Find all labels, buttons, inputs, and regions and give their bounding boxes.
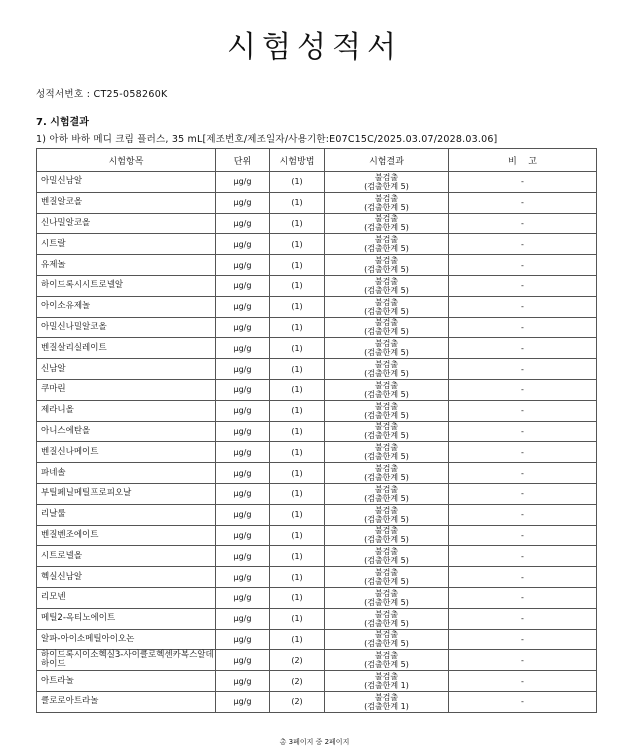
cell-test-item: 신남알	[37, 359, 216, 380]
detection-limit: (검출한계 5)	[364, 473, 409, 483]
cell-remark: -	[449, 546, 597, 567]
cell-remark: -	[449, 359, 597, 380]
cell-unit: μg/g	[216, 275, 270, 296]
cell-result	[325, 172, 449, 193]
table-row	[37, 629, 597, 650]
cell-unit: μg/g	[216, 691, 270, 712]
table-row	[37, 463, 597, 484]
result-value: 불검출	[374, 339, 399, 349]
cell-result	[325, 608, 449, 629]
table-row	[37, 442, 597, 463]
cell-test-item: 리날룰	[37, 504, 216, 525]
detection-limit: (검출한계 5)	[364, 285, 409, 295]
cell-test-item: 시트로넬올	[37, 546, 216, 567]
cell-result	[325, 338, 449, 359]
cell-result	[325, 525, 449, 546]
cell-remark: -	[449, 400, 597, 421]
cell-method: (1)	[270, 525, 325, 546]
cell-test-item: 클로로아트라놀	[37, 691, 216, 712]
table-row	[37, 525, 597, 546]
detection-limit: (검출한계 1)	[364, 701, 409, 711]
cell-test-item: 아이소유제놀	[37, 296, 216, 317]
result-value: 불검출	[374, 401, 399, 411]
result-value: 불검출	[374, 692, 399, 702]
detection-limit: (검출한계 5)	[364, 618, 409, 628]
result-value: 불검출	[374, 588, 399, 598]
cell-test-item: 아밀신남알	[37, 172, 216, 193]
result-value: 불검출	[374, 651, 399, 661]
cell-remark: -	[449, 255, 597, 276]
table-row	[37, 691, 597, 712]
detection-limit: (검출한계 5)	[364, 493, 409, 503]
cell-method: (1)	[270, 296, 325, 317]
table-row	[37, 546, 597, 567]
detection-limit: (검출한계 5)	[364, 369, 409, 379]
detection-limit: (검출한계 5)	[364, 514, 409, 524]
cell-remark: -	[449, 317, 597, 338]
cell-method: (1)	[270, 504, 325, 525]
result-value: 불검출	[374, 464, 399, 474]
cell-unit: μg/g	[216, 629, 270, 650]
table-row	[37, 421, 597, 442]
detection-limit: (검출한계 5)	[364, 348, 409, 358]
cell-method: (1)	[270, 317, 325, 338]
table-row	[37, 172, 597, 193]
result-value: 불검출	[374, 276, 399, 286]
cell-method: (1)	[270, 359, 325, 380]
detection-limit: (검출한계 5)	[364, 389, 409, 399]
result-value: 불검출	[374, 547, 399, 557]
table-row	[37, 504, 597, 525]
cell-result	[325, 442, 449, 463]
cell-unit: μg/g	[216, 650, 270, 671]
results-table	[36, 148, 597, 713]
table-row	[37, 234, 597, 255]
cell-test-item: 부틸페닐메틸프로피오날	[37, 483, 216, 504]
table-row	[37, 275, 597, 296]
cell-remark: -	[449, 608, 597, 629]
cell-remark: -	[449, 234, 597, 255]
detection-limit: (검출한계 5)	[364, 244, 409, 254]
cell-method: (1)	[270, 567, 325, 588]
cell-method: (1)	[270, 213, 325, 234]
table-row	[37, 255, 597, 276]
cell-method: (1)	[270, 629, 325, 650]
cell-method: (1)	[270, 421, 325, 442]
result-value: 불검출	[374, 443, 399, 453]
cell-remark: -	[449, 192, 597, 213]
cell-remark: -	[449, 567, 597, 588]
cell-method: (1)	[270, 442, 325, 463]
cell-result	[325, 483, 449, 504]
cell-remark: -	[449, 463, 597, 484]
cell-remark: -	[449, 671, 597, 692]
cell-method: (2)	[270, 671, 325, 692]
cell-test-item: 제라니올	[37, 400, 216, 421]
page-footer: 총 3페이지 중 2페이지	[279, 738, 350, 746]
result-value: 불검출	[374, 360, 399, 370]
cell-test-item: 벤질신나메이트	[37, 442, 216, 463]
cell-unit: μg/g	[216, 234, 270, 255]
cell-unit: μg/g	[216, 567, 270, 588]
cell-remark: -	[449, 275, 597, 296]
cell-method: (1)	[270, 338, 325, 359]
cell-unit: μg/g	[216, 296, 270, 317]
cell-result	[325, 296, 449, 317]
table-row	[37, 567, 597, 588]
cell-remark: -	[449, 172, 597, 193]
cell-remark: -	[449, 213, 597, 234]
cell-method: (1)	[270, 587, 325, 608]
cell-result	[325, 691, 449, 712]
detection-limit: (검출한계 5)	[364, 452, 409, 462]
result-value: 불검출	[374, 630, 399, 640]
cell-unit: μg/g	[216, 504, 270, 525]
cell-unit: μg/g	[216, 338, 270, 359]
table-row	[37, 483, 597, 504]
cell-test-item: 하이드록시시트로넬알	[37, 275, 216, 296]
cell-remark: -	[449, 338, 597, 359]
cell-method: (1)	[270, 255, 325, 276]
cell-test-item: 하이드록시이소헥실3-사이클로헥센카복스알데하이드	[37, 650, 216, 671]
cell-unit: μg/g	[216, 192, 270, 213]
cell-unit: μg/g	[216, 546, 270, 567]
cell-result	[325, 379, 449, 400]
cell-result	[325, 421, 449, 442]
cell-result	[325, 275, 449, 296]
table-row	[37, 213, 597, 234]
result-value: 불검출	[374, 318, 399, 328]
cell-method: (1)	[270, 608, 325, 629]
cell-unit: μg/g	[216, 421, 270, 442]
detection-limit: (검출한계 5)	[364, 181, 409, 191]
detection-limit: (검출한계 5)	[364, 597, 409, 607]
detection-limit: (검출한계 5)	[364, 577, 409, 587]
cell-test-item: 쿠마린	[37, 379, 216, 400]
cell-remark: -	[449, 379, 597, 400]
table-row	[37, 359, 597, 380]
header-unit: 단위	[216, 149, 270, 172]
cell-method: (1)	[270, 546, 325, 567]
cell-method: (2)	[270, 650, 325, 671]
cell-result	[325, 400, 449, 421]
header-remark: 비 고	[449, 149, 597, 172]
detection-limit: (검출한계 5)	[364, 535, 409, 545]
result-value: 불검출	[374, 256, 399, 266]
table-row	[37, 296, 597, 317]
cell-unit: μg/g	[216, 442, 270, 463]
cell-test-item: 벤질살리실레이트	[37, 338, 216, 359]
cell-test-item: 벤질알코올	[37, 192, 216, 213]
cell-remark: -	[449, 650, 597, 671]
cell-test-item: 알파-아이소메틸아이오논	[37, 629, 216, 650]
result-value: 불검출	[374, 526, 399, 536]
cell-test-item: 리모넨	[37, 587, 216, 608]
cell-result	[325, 587, 449, 608]
cell-unit: μg/g	[216, 317, 270, 338]
detection-limit: (검출한계 5)	[364, 431, 409, 441]
cell-result	[325, 213, 449, 234]
product-line: 1) 아하 바하 메디 크림 플러스, 35 mL[제조번호/제조일자/사용기한:E07C15C/2025.03.07/2028.03.06]	[36, 134, 498, 145]
cell-remark: -	[449, 629, 597, 650]
cell-method: (1)	[270, 234, 325, 255]
document-title: 시험성적서	[227, 30, 402, 65]
result-value: 불검출	[374, 568, 399, 578]
cell-result	[325, 546, 449, 567]
detection-limit: (검출한계 5)	[364, 660, 409, 670]
detection-limit: (검출한계 5)	[364, 639, 409, 649]
table-row	[37, 608, 597, 629]
result-value: 불검출	[374, 380, 399, 390]
cell-test-item: 메틸2-옥티노에이트	[37, 608, 216, 629]
cell-result	[325, 255, 449, 276]
table-row	[37, 650, 597, 671]
cell-result	[325, 463, 449, 484]
cell-test-item: 신나밀알코올	[37, 213, 216, 234]
cell-result	[325, 192, 449, 213]
cell-result	[325, 317, 449, 338]
cell-unit: μg/g	[216, 255, 270, 276]
table-row	[37, 400, 597, 421]
table-header-row	[37, 149, 597, 172]
cell-method: (1)	[270, 192, 325, 213]
cell-test-item: 유제놀	[37, 255, 216, 276]
result-value: 불검출	[374, 505, 399, 515]
result-value: 불검출	[374, 484, 399, 494]
result-value: 불검출	[374, 214, 399, 224]
cell-remark: -	[449, 525, 597, 546]
cell-method: (2)	[270, 691, 325, 712]
cell-test-item: 아밀신나밀알코올	[37, 317, 216, 338]
result-value: 불검출	[374, 193, 399, 203]
header-method: 시험방법	[270, 149, 325, 172]
cell-method: (1)	[270, 463, 325, 484]
cell-remark: -	[449, 442, 597, 463]
cell-method: (1)	[270, 379, 325, 400]
header-result: 시험결과	[325, 149, 449, 172]
result-value: 불검출	[374, 672, 399, 682]
cell-method: (1)	[270, 172, 325, 193]
result-value: 불검출	[374, 422, 399, 432]
result-value: 불검출	[374, 235, 399, 245]
detection-limit: (검출한계 5)	[364, 223, 409, 233]
cell-remark: -	[449, 421, 597, 442]
cell-result	[325, 650, 449, 671]
detection-limit: (검출한계 5)	[364, 327, 409, 337]
cell-unit: μg/g	[216, 213, 270, 234]
cell-result	[325, 359, 449, 380]
cell-test-item: 아트라놀	[37, 671, 216, 692]
cell-result	[325, 234, 449, 255]
cell-unit: μg/g	[216, 359, 270, 380]
cell-unit: μg/g	[216, 608, 270, 629]
cell-unit: μg/g	[216, 172, 270, 193]
cell-unit: μg/g	[216, 525, 270, 546]
result-value: 불검출	[374, 172, 399, 182]
cell-result	[325, 504, 449, 525]
cell-test-item: 시트랄	[37, 234, 216, 255]
table-row	[37, 671, 597, 692]
cell-test-item: 아니스에탄올	[37, 421, 216, 442]
table-row	[37, 587, 597, 608]
detection-limit: (검출한계 5)	[364, 556, 409, 566]
cell-unit: μg/g	[216, 379, 270, 400]
cell-unit: μg/g	[216, 587, 270, 608]
cell-result	[325, 567, 449, 588]
cell-method: (1)	[270, 400, 325, 421]
cell-unit: μg/g	[216, 671, 270, 692]
table-row	[37, 192, 597, 213]
result-value: 불검출	[374, 297, 399, 307]
cell-remark: -	[449, 691, 597, 712]
header-test-item: 시험항목	[37, 149, 216, 172]
cell-unit: μg/g	[216, 483, 270, 504]
detection-limit: (검출한계 5)	[364, 306, 409, 316]
result-value: 불검출	[374, 609, 399, 619]
cell-remark: -	[449, 504, 597, 525]
cell-method: (1)	[270, 483, 325, 504]
cell-remark: -	[449, 483, 597, 504]
table-row	[37, 379, 597, 400]
cell-result	[325, 671, 449, 692]
detection-limit: (검출한계 5)	[364, 202, 409, 212]
cell-remark: -	[449, 296, 597, 317]
cell-test-item: 벤질벤조에이트	[37, 525, 216, 546]
table-row	[37, 317, 597, 338]
section-heading: 7. 시험결과	[36, 117, 89, 128]
detection-limit: (검출한계 1)	[364, 681, 409, 691]
cell-remark: -	[449, 587, 597, 608]
detection-limit: (검출한계 5)	[364, 410, 409, 420]
cell-result	[325, 629, 449, 650]
cell-test-item: 헥실신남알	[37, 567, 216, 588]
detection-limit: (검출한계 5)	[364, 265, 409, 275]
table-row	[37, 338, 597, 359]
report-number: 성적서번호 : CT25-058260K	[36, 89, 168, 100]
cell-test-item: 파네솔	[37, 463, 216, 484]
cell-unit: μg/g	[216, 463, 270, 484]
cell-method: (1)	[270, 275, 325, 296]
cell-unit: μg/g	[216, 400, 270, 421]
